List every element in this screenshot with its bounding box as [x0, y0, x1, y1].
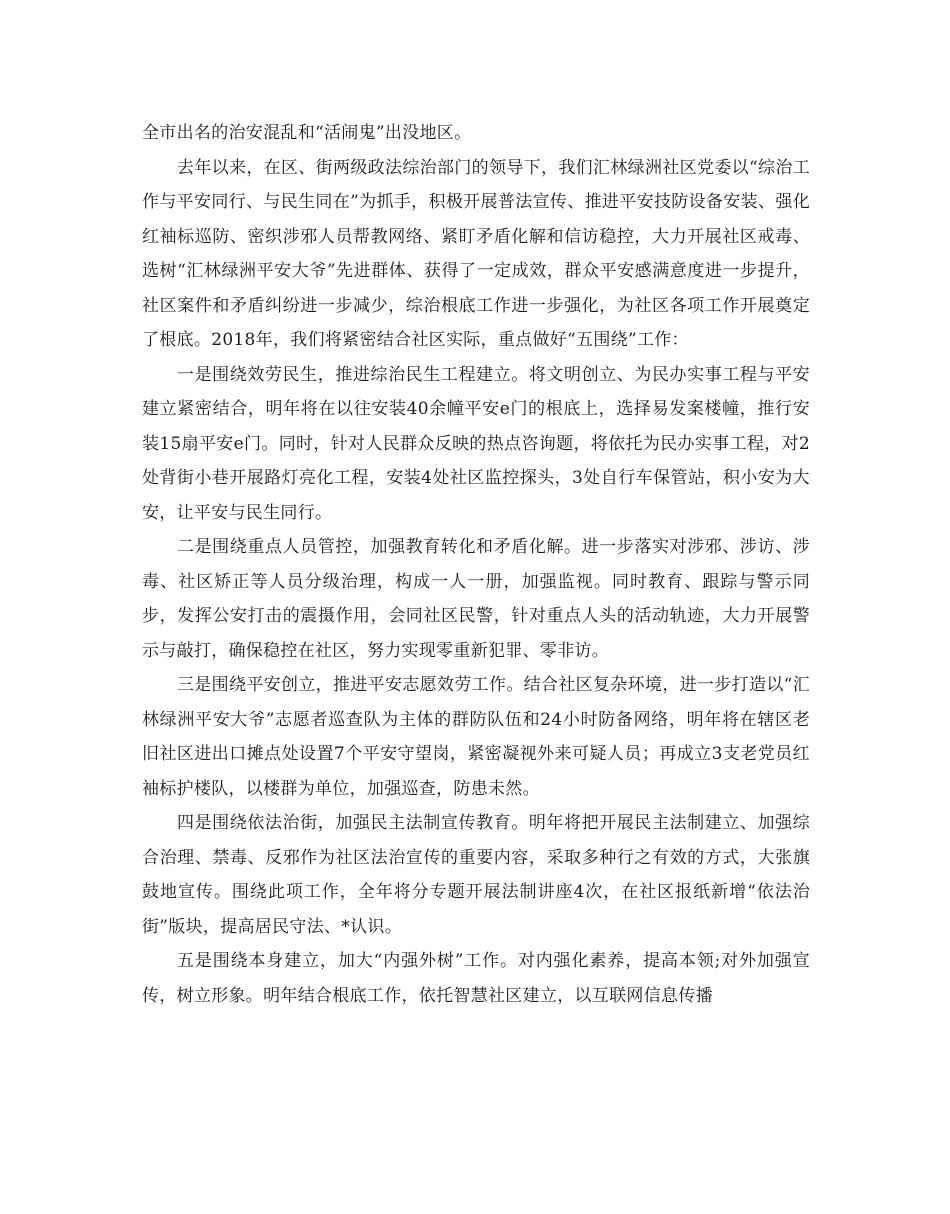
paragraph-point-5: 五是围绕本身建立，加大“内强外树”工作。对内强化素养，提高本领;对外加强宣传，树立形象。明年结合根底工作，依托智慧社区建立，以互联网信息传播 [142, 951, 810, 1006]
paragraph-intro: 全市出名的治安混乱和“活闹鬼”出没地区。 [142, 123, 472, 143]
paragraph-point-1: 一是围绕效劳民生，推进综治民生工程建立。将文明创立、为民办实事工程与平安建立紧密结合，明年将在以往安装40余幢平安e门的根底上，选择易发案楼幢，推行安装15扇平安e门。同时，针对人民群众反映的热点咨询题，将依托为民办实事工程，对2处背街小巷开展路灯亮化工程，安装4处社区监控探头，3处自行车保管站，积小安为大安，让平安与民生同行。 [142, 364, 810, 523]
paragraph-point-3: 三是围绕平安创立，推进平安志愿效劳工作。结合社区复杂环境，进一步打造以“汇林绿洲平安大爷”志愿者巡查队为主体的群防队伍和24小时防备网络，明年将在辖区老旧社区进出口摊点处设置7个平安守望岗，紧密凝视外来可疑人员；再成立3支老党员红袖标护楼队，以楼群为单位，加强巡查，防患未然。 [142, 675, 810, 799]
paragraph-point-4: 四是围绕依法治街，加强民主法制宣传教育。明年将把开展民主法制建立、加强综合治理、禁毒、反邪作为社区法治宣传的重要内容，采取多种行之有效的方式，大张旗鼓地宣传。围绕此项工作，全年将分专题开展法制讲座4次，在社区报纸新增“依法治街”版块，提高居民守法、*认识。 [142, 813, 810, 937]
paragraph-overview: 去年以来，在区、街两级政法综治部门的领导下，我们汇林绿洲社区党委以“综治工作与平安同行、与民生同在”为抓手，积极开展普法宣传、推进平安技防设备安装、强化红袖标巡防、密织涉邪人员帮教网络、紧盯矛盾化解和信访稳控，大力开展社区戒毒、选树“汇林绿洲平安大爷”先进群体、获得了一定成效，群众平安感满意度进一步提升，社区案件和矛盾纠纷进一步减少，综治根底工作进一步强化，为社区各项工作开展奠定了根底。2018年，我们将紧密结合社区实际，重点做好“五围绕”工作： [142, 157, 810, 350]
paragraph-point-2: 二是围绕重点人员管控，加强教育转化和矛盾化解。进一步落实对涉邪、涉访、涉毒、社区矫正等人员分级治理，构成一人一册，加强监视。同时教育、跟踪与警示同步，发挥公安打击的震摄作用，会同社区民警，针对重点人头的活动轨迹，大力开展警示与敲打，确保稳控在社区，努力实现零重新犯罪、零非访。 [142, 537, 810, 661]
document-body [142, 116, 810, 1013]
